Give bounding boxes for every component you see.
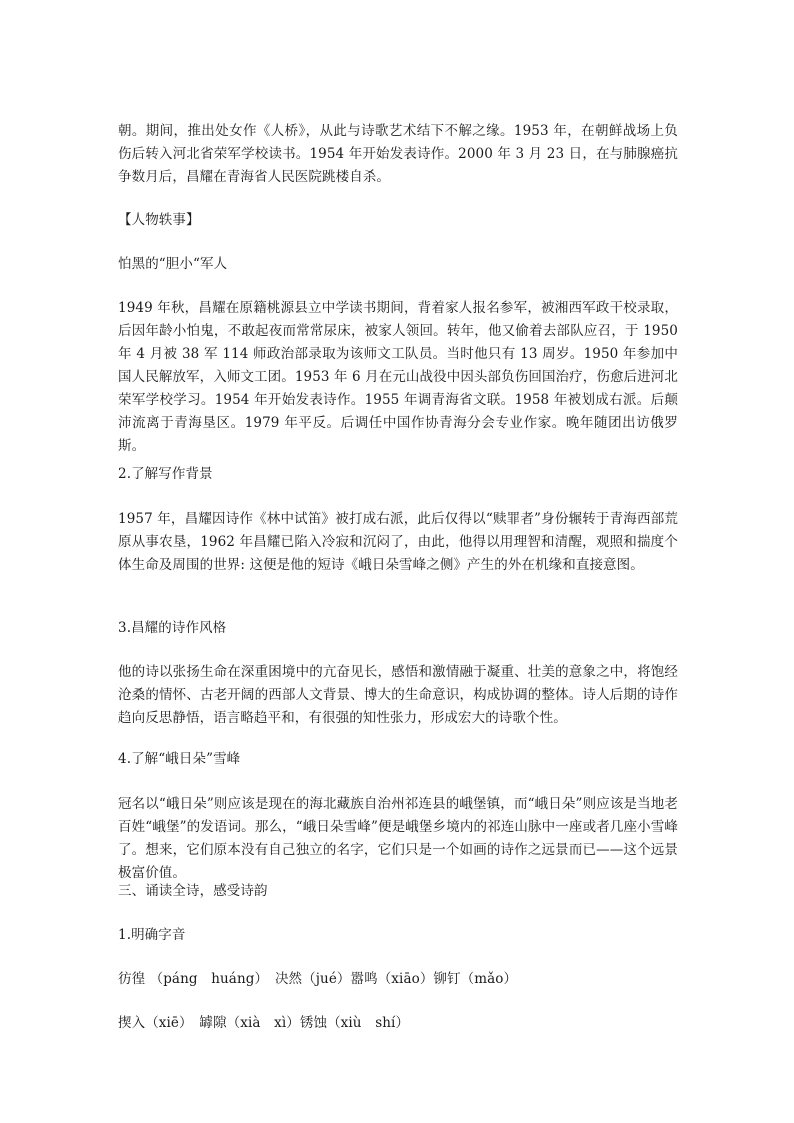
pronunciation-title: 1.明确字音 <box>118 927 186 943</box>
section-4-title: 4.了解“峨日朵”雪峰 <box>118 751 241 767</box>
intro-paragraph: 朝。期间，推出处女作《人桥》，从此与诗歌艺术结下不解之缘。1953 年，在朝鲜战场上负伤后转入河北省荣军学校读书。1954 年开始发表诗作。2000 年 3 月 23 日，在与肺腺癌抗争数月后，昌耀在青海省人民医院跳楼自杀。 <box>118 123 678 185</box>
section-3-paragraph: 他的诗以张扬生命在深重困境中的亢奋见长，感悟和激情融于凝重、壮美的意象之中，将饱经沧桑的情怀、古老开阔的西部人文背景、博大的生命意识，构成协调的整体。诗人后期的诗作趋向反思静悟，语言略趋平和，有很强的知性张力，形成宏大的诗歌个性。 <box>118 664 678 726</box>
anecdote-heading: 【人物轶事】 <box>118 212 200 228</box>
section-2-paragraph: 1957 年，昌耀因诗作《林中试笛》被打成右派，此后仅得以“赎罪者”身份辗转于青海西部荒原从事农垦，1962 年昌耀已陷入冷寂和沉闷了，由此，他得以用理智和清醒，观照和揣度个体生命及周围的世界: 这便是他的短诗《峨日朵雪峰之侧》产生的外在机缘和直接意图。 <box>118 511 678 573</box>
section-4-paragraph: 冠名以“峨日朵”则应该是现在的海北藏族自治州祁连县的峨堡镇，而“峨日朵”则应该是当地老百姓“峨堡”的发语词。那么，“峨日朵雪峰”便是峨堡乡境内的祁连山脉中一座或者几座小雪峰了。想来，它们原本没有自己独立的名字，它们只是一个如画的诗作之远景而已——这个远景极富价值。 <box>118 796 678 881</box>
anecdote-title: 怕黑的“胆小“军人 <box>118 256 228 272</box>
pronunciation-line-1: 彷徨 （páng huáng） 决然（jué）嚣鸣（xiāo）铆钉（mǎo） <box>118 971 518 987</box>
anecdote-paragraph: 1949 年秋，昌耀在原籍桃源县立中学读书期间，背着家人报名参军，被湘西军政干校录取，后因年龄小怕鬼，不敢起夜而常常尿床，被家人领回。转年，他又偷着去部队应召，于 1950 年 4 月被 38 军 114 师政治部录取为该师文工队员。当时他只有 13 周岁。1950 年参加中国人民解放军，入师文工团。1953 年 6 月在元山战役中因头部负伤回国治疗，伤愈后进河北荣军学校学习。1954 年开始发表诗作。1955 年调青海省文联。1958 年被划成右派。后颠沛流离于青海垦区。1979 年平反。后调任中国作协青海分会专业作家。晚年随团出访俄罗斯。 <box>118 300 678 454</box>
part-3-title: 三、诵读全诗，感受诗韵 <box>118 883 268 899</box>
section-3-title: 3.昌耀的诗作风格 <box>118 620 227 636</box>
pronunciation-line-2: 揳入（xiē） 罅隙（xià xì）锈蚀（xiù shí） <box>118 1015 410 1031</box>
section-2-title: 2.了解写作背景 <box>118 466 213 482</box>
